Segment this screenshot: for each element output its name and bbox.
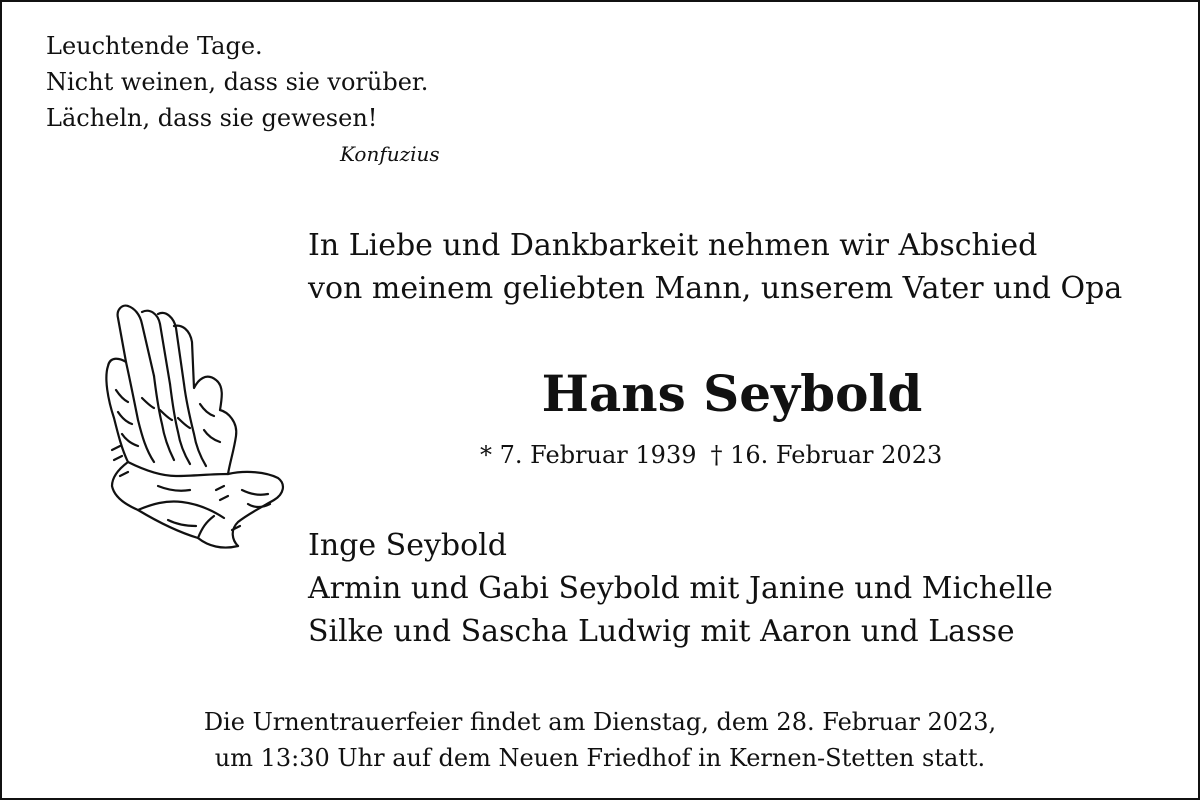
mourner-line: Armin und Gabi Seybold mit Janine und Michelle (308, 571, 1053, 606)
birth-date: * 7. Februar 1939 (480, 441, 697, 469)
deceased-name: Hans Seybold (541, 364, 923, 423)
life-dates (480, 438, 942, 472)
mourner-line: Inge Seybold (308, 528, 507, 563)
ceremony-info (2, 704, 1198, 776)
quote-line: Leuchtende Tage. (46, 32, 263, 60)
quote-line: Nicht weinen, dass sie vorüber. (46, 68, 429, 96)
quote-line: Lächeln, dass sie gewesen! (46, 104, 378, 132)
intro-text (308, 224, 1122, 310)
intro-line: von meinem geliebten Mann, unserem Vater und Opa (308, 271, 1123, 306)
intro-line: In Liebe und Dankbarkeit nehmen wir Abschied (308, 228, 1038, 263)
mourner-line: Silke und Sascha Ludwig mit Aaron und Lasse (308, 614, 1015, 649)
quote-block (46, 28, 428, 136)
mourners-list (308, 524, 1053, 653)
ceremony-line: um 13:30 Uhr auf dem Neuen Friedhof in Kernen-Stetten statt. (214, 744, 986, 772)
quote-author: Konfuzius (340, 142, 440, 166)
ceremony-line: Die Urnentrauerfeier findet am Dienstag, dem 28. Februar 2023, (203, 708, 997, 736)
death-date: † 16. Februar 2023 (710, 441, 943, 469)
praying-hands-icon (98, 300, 288, 552)
